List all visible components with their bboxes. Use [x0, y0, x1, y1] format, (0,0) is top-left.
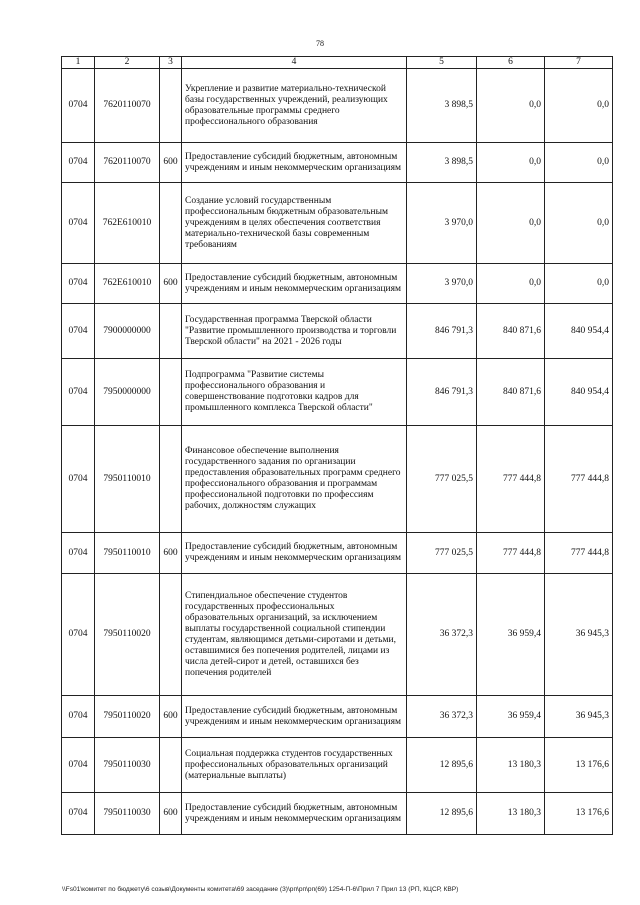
footer-file-path: \\Fs01\комитет по бюджету\6 созыв\Документы комитета\69 заседание (3)\рп\рп\рп(69) 1254-П-6\Прил 7 Прил 13 (РП, КЦСР, КВР)	[62, 886, 459, 893]
amount-year-2: 0,0	[477, 183, 545, 264]
section-code: 0704	[62, 264, 95, 304]
target-article-code: 7620110070	[95, 69, 160, 143]
header-col-2: 2	[95, 57, 160, 69]
section-code: 0704	[62, 143, 95, 183]
expense-type-code: 600	[160, 533, 182, 574]
expense-type-code: 600	[160, 696, 182, 738]
target-article-code: 7950110010	[95, 533, 160, 574]
item-name: Создание условий государственным профессиональным бюджетным образовательным учреждениям в целях обеспечения соответствия материально-технической базы современным требованиям	[182, 183, 407, 264]
target-article-code: 7950110030	[95, 793, 160, 835]
target-article-code: 7620110070	[95, 143, 160, 183]
amount-year-1: 777 025,5	[407, 533, 477, 574]
item-name: Социальная поддержка студентов государственных профессиональных образовательных организаций (материальные выплаты)	[182, 738, 407, 793]
amount-year-2: 840 871,6	[477, 304, 545, 359]
header-col-3: 3	[160, 57, 182, 69]
table-row	[62, 69, 613, 143]
header-col-1: 1	[62, 57, 95, 69]
page-number: 78	[316, 39, 324, 48]
amount-year-3: 840 954,4	[545, 359, 613, 426]
expense-type-code: 600	[160, 143, 182, 183]
expense-type-code	[160, 738, 182, 793]
amount-year-2: 13 180,3	[477, 738, 545, 793]
amount-year-1: 36 372,3	[407, 696, 477, 738]
header-col-5: 5	[407, 57, 477, 69]
amount-year-1: 3 970,0	[407, 264, 477, 304]
section-code: 0704	[62, 738, 95, 793]
expense-type-code	[160, 183, 182, 264]
amount-year-3: 0,0	[545, 264, 613, 304]
item-name: Подпрограмма "Развитие системы профессионального образования и совершенствование подготовки кадров для промышленного комплекса Тверской области"	[182, 359, 407, 426]
item-name: Стипендиальное обеспечение студентов государственных профессиональных образовательных организаций, за исключением выплаты государственной социальной стипендии студентам, являющимся детьми-сиротами и детьми, оставшимися без попечения родителей, лицами из числа детей-сирот и детей, оставшихся без попечения родителей	[182, 574, 407, 696]
item-name: Предоставление субсидий бюджетным, автономным учреждениям и иным некоммерческим организациям	[182, 264, 407, 304]
amount-year-3: 840 954,4	[545, 304, 613, 359]
section-code: 0704	[62, 793, 95, 835]
amount-year-2: 0,0	[477, 69, 545, 143]
section-code: 0704	[62, 183, 95, 264]
amount-year-3: 777 444,8	[545, 426, 613, 533]
item-name: Предоставление субсидий бюджетным, автономным учреждениям и иным некоммерческим организациям	[182, 533, 407, 574]
item-name: Финансовое обеспечение выполнения государственного задания по организации предоставления образовательных программ среднего профессионального образования и программам профессиональной подготовки по профессиям рабочих, должностям служащих	[182, 426, 407, 533]
amount-year-2: 777 444,8	[477, 426, 545, 533]
table-row	[62, 793, 613, 835]
table-row	[62, 738, 613, 793]
amount-year-1: 12 895,6	[407, 793, 477, 835]
amount-year-2: 0,0	[477, 264, 545, 304]
target-article-code: 762Е610010	[95, 264, 160, 304]
expense-type-code	[160, 426, 182, 533]
header-col-7: 7	[545, 57, 613, 69]
section-code: 0704	[62, 304, 95, 359]
table-row	[62, 143, 613, 183]
amount-year-2: 36 959,4	[477, 696, 545, 738]
item-name: Предоставление субсидий бюджетным, автономным учреждениям и иным некоммерческим организациям	[182, 696, 407, 738]
table-row	[62, 696, 613, 738]
section-code: 0704	[62, 696, 95, 738]
amount-year-3: 13 176,6	[545, 738, 613, 793]
amount-year-3: 777 444,8	[545, 533, 613, 574]
amount-year-3: 36 945,3	[545, 696, 613, 738]
amount-year-1: 12 895,6	[407, 738, 477, 793]
table-header-row	[62, 57, 613, 69]
amount-year-3: 0,0	[545, 143, 613, 183]
table-row	[62, 359, 613, 426]
item-name: Предоставление субсидий бюджетным, автономным учреждениям и иным некоммерческим организациям	[182, 793, 407, 835]
amount-year-1: 3 970,0	[407, 183, 477, 264]
item-name: Предоставление субсидий бюджетным, автономным учреждениям и иным некоммерческим организациям	[182, 143, 407, 183]
budget-table	[61, 56, 613, 835]
amount-year-2: 0,0	[477, 143, 545, 183]
item-name: Государственная программа Тверской области "Развитие промышленного производства и торговли Тверской области" на 2021 - 2026 годы	[182, 304, 407, 359]
table-row	[62, 264, 613, 304]
table-row	[62, 574, 613, 696]
header-col-6: 6	[477, 57, 545, 69]
section-code: 0704	[62, 359, 95, 426]
expense-type-code	[160, 359, 182, 426]
amount-year-3: 36 945,3	[545, 574, 613, 696]
amount-year-1: 777 025,5	[407, 426, 477, 533]
target-article-code: 7950110020	[95, 574, 160, 696]
item-name: Укрепление и развитие материально-технической базы государственных учреждений, реализующих образовательные программы среднего профессионального образования	[182, 69, 407, 143]
amount-year-3: 13 176,6	[545, 793, 613, 835]
amount-year-1: 846 791,3	[407, 359, 477, 426]
expense-type-code: 600	[160, 264, 182, 304]
amount-year-1: 3 898,5	[407, 143, 477, 183]
expense-type-code	[160, 574, 182, 696]
table-row	[62, 304, 613, 359]
amount-year-2: 13 180,3	[477, 793, 545, 835]
table-row	[62, 426, 613, 533]
amount-year-3: 0,0	[545, 183, 613, 264]
amount-year-2: 777 444,8	[477, 533, 545, 574]
amount-year-2: 840 871,6	[477, 359, 545, 426]
target-article-code: 7900000000	[95, 304, 160, 359]
target-article-code: 7950110020	[95, 696, 160, 738]
expense-type-code	[160, 304, 182, 359]
table-row	[62, 533, 613, 574]
target-article-code: 7950110010	[95, 426, 160, 533]
amount-year-1: 846 791,3	[407, 304, 477, 359]
section-code: 0704	[62, 426, 95, 533]
amount-year-2: 36 959,4	[477, 574, 545, 696]
header-col-4: 4	[182, 57, 407, 69]
section-code: 0704	[62, 533, 95, 574]
amount-year-1: 3 898,5	[407, 69, 477, 143]
amount-year-1: 36 372,3	[407, 574, 477, 696]
table-row	[62, 183, 613, 264]
section-code: 0704	[62, 69, 95, 143]
expense-type-code	[160, 69, 182, 143]
section-code: 0704	[62, 574, 95, 696]
target-article-code: 7950000000	[95, 359, 160, 426]
target-article-code: 762Е610010	[95, 183, 160, 264]
amount-year-3: 0,0	[545, 69, 613, 143]
expense-type-code: 600	[160, 793, 182, 835]
target-article-code: 7950110030	[95, 738, 160, 793]
